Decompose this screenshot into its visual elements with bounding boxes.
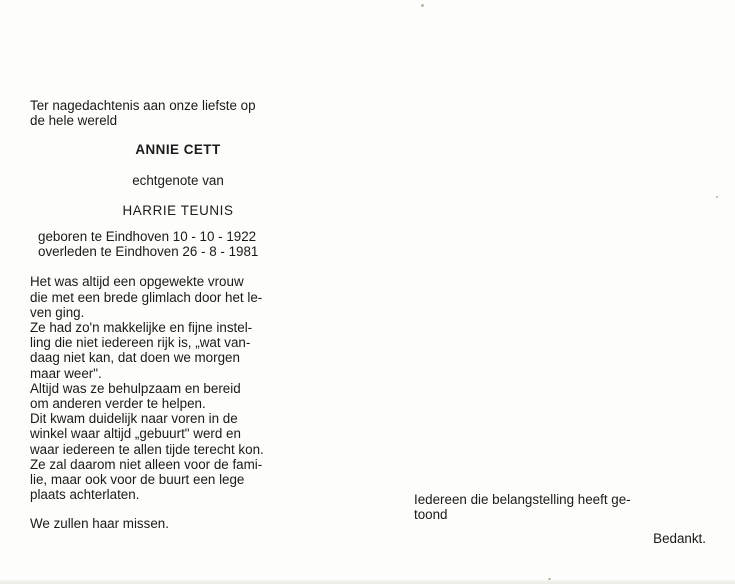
tribute-line: plaats achterlaten. bbox=[30, 487, 140, 503]
paper-speck bbox=[716, 196, 718, 198]
tribute-text bbox=[30, 274, 326, 502]
dedication-line: de hele wereld bbox=[30, 113, 118, 129]
life-dates bbox=[30, 229, 326, 259]
tribute-line: Ze zal daarom niet alleen voor de fami- bbox=[30, 456, 263, 472]
paper-speck bbox=[421, 4, 424, 7]
tribute-line: die met een brede glimlach door het le- bbox=[30, 289, 263, 305]
acknowledgement-line: toond bbox=[414, 507, 448, 523]
spouse-name: HARRIE TEUNIS bbox=[122, 202, 234, 218]
tribute-line: Het was altijd een opgewekte vrouw bbox=[30, 274, 244, 290]
left-column bbox=[30, 98, 326, 532]
birth-date: geboren te Eindhoven 10 - 10 - 1922 bbox=[38, 229, 257, 245]
relation-text: echtgenote van bbox=[132, 172, 224, 188]
deceased-name: ANNIE CETT bbox=[135, 142, 221, 158]
tribute-line: Altijd was ze behulpzaam en bereid bbox=[30, 380, 241, 396]
acknowledgement-line: Iedereen die belangstelling heeft ge- bbox=[414, 492, 631, 507]
right-column bbox=[414, 492, 708, 547]
closing-line: We zullen haar missen. bbox=[30, 516, 169, 532]
tribute-line: ven ging. bbox=[30, 304, 85, 320]
card-bottom-edge bbox=[0, 580, 735, 584]
death-date: overleden te Eindhoven 26 - 8 - 1981 bbox=[38, 244, 259, 260]
tribute-line: Ze had zo'n makkelijke en fijne instel- bbox=[30, 320, 253, 336]
tribute-line: Dit kwam duidelijk naar voren in de bbox=[30, 411, 238, 427]
tribute-line: daag niet kan, dat doen we morgen bbox=[30, 350, 240, 366]
thanks-text: Bedankt. bbox=[653, 531, 706, 547]
tribute-line: lie, maar ook voor de buurt een lege bbox=[30, 472, 245, 488]
tribute-line: ling die niet iedereen rijk is, „wat van- bbox=[30, 335, 251, 351]
tribute-line: waar iedereen te allen tijde terecht kon. bbox=[30, 441, 264, 457]
tribute-line: winkel waar altijd „gebuurt" werd en bbox=[30, 426, 241, 442]
dedication bbox=[30, 98, 326, 128]
tribute-line: maar weer". bbox=[30, 365, 102, 381]
tribute-line: om anderen verder te helpen. bbox=[30, 396, 206, 412]
dedication-line: Ter nagedachtenis aan onze liefste op bbox=[30, 98, 256, 113]
